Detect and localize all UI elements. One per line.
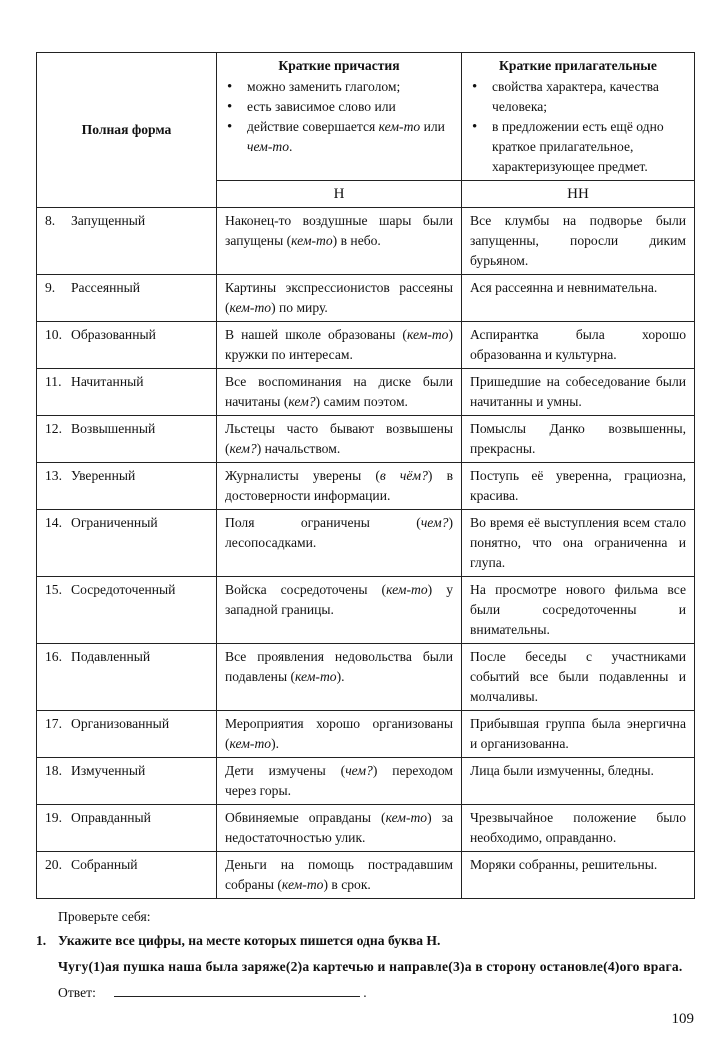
participles-rules (225, 77, 453, 157)
question-word: кем-то (386, 582, 428, 597)
text-segment: есть зависимое слово или (247, 99, 396, 114)
table-row (37, 758, 695, 805)
full-form-word: Измученный (71, 763, 146, 778)
text-segment: Лица были измученны, бледны. (470, 763, 654, 778)
task (36, 931, 694, 951)
question-word: кем-то (229, 736, 272, 751)
adjective-example (462, 644, 695, 711)
adjective-example (462, 852, 695, 899)
participle-example (217, 208, 462, 275)
row-number: 14. (45, 515, 62, 530)
adjective-example (462, 416, 695, 463)
participle-example (217, 416, 462, 463)
text-segment: На просмотре нового фильма все были сосредоточенны и внимательны. (470, 582, 686, 637)
question-word: в чём? (379, 468, 428, 483)
table-row (37, 275, 695, 322)
rule-item (225, 77, 453, 97)
rule-item (225, 117, 453, 157)
adjective-example (462, 275, 695, 322)
row-number: 19. (45, 810, 62, 825)
row-number: 20. (45, 857, 62, 872)
text-segment: ) лесопосадками. (225, 515, 453, 550)
text-segment: можно заменить глаголом; (247, 79, 401, 94)
full-form-cell (37, 758, 217, 805)
text-segment: Поля ограничены ( (225, 515, 421, 530)
answer-end: . (363, 985, 367, 1000)
text-segment: Прибывшая группа была энергична и организованна. (470, 716, 686, 751)
adjective-example (462, 208, 695, 275)
text-segment: Журналисты уверены ( (225, 468, 380, 483)
participle-example (217, 644, 462, 711)
text-segment: Обвиняемые оправданы ( (225, 810, 386, 825)
text-segment: ). (271, 736, 279, 751)
text-segment: ) за недостаточностью улик. (225, 810, 453, 845)
participles-title: Краткие причастия (278, 58, 400, 73)
task-text: Укажите все цифры, на месте которых пишется одна буква Н. (58, 933, 441, 948)
text-segment: В нашей школе образованы ( (225, 327, 407, 342)
full-form-cell (37, 510, 217, 577)
participle-example (217, 577, 462, 644)
text-segment: Помыслы Данко возвышенны, прекрасны. (470, 421, 686, 456)
full-form-cell (37, 805, 217, 852)
text-segment: ) у западной границы. (225, 582, 453, 617)
question-word: кем-то (295, 669, 337, 684)
text-segment: Ася рассеянна и невнимательна. (470, 280, 658, 295)
question-word: чем? (345, 763, 373, 778)
rule-item (470, 117, 686, 177)
text-segment: После беседы с участниками событий все были подавленны и молчаливы. (470, 649, 686, 704)
row-number: 12. (45, 421, 62, 436)
text-segment: ) в достоверности информации. (225, 468, 453, 503)
full-form-cell (37, 369, 217, 416)
text-segment: Во время её выступления всем стало понятно, что она ограниченна и глупа. (470, 515, 686, 570)
full-form-cell (37, 463, 217, 510)
full-form-word: Организованный (71, 716, 170, 731)
answer (36, 983, 694, 1003)
table-row (37, 322, 695, 369)
table-row (37, 711, 695, 758)
text-segment: Войска сосредоточены ( (225, 582, 387, 597)
question-word: кем-то (229, 300, 272, 315)
row-number: 16. (45, 649, 62, 664)
text-segment: действие совершается (247, 119, 379, 134)
table-row (37, 416, 695, 463)
question-word: кем? (288, 394, 316, 409)
table-row (37, 510, 695, 577)
question-word: кем-то (406, 327, 449, 342)
participle-example (217, 463, 462, 510)
question-word: кем-то (291, 233, 333, 248)
row-number: 13. (45, 468, 62, 483)
text-segment: ) начальством. (256, 441, 341, 456)
table-row (37, 852, 695, 899)
text-segment: Все проявления недовольства были подавлены ( (225, 649, 453, 684)
adjective-example (462, 463, 695, 510)
table-row (37, 369, 695, 416)
text-segment: ) в небо. (332, 233, 381, 248)
text-segment: Моряки собранны, решительны. (470, 857, 658, 872)
task-number: 1. (36, 933, 47, 948)
text-segment: ). (336, 669, 345, 684)
adjective-example (462, 711, 695, 758)
text-segment: ) кружки по интересам. (225, 327, 453, 362)
question-word: кем-то (385, 810, 428, 825)
adjective-example (462, 758, 695, 805)
text-segment: Пришедшие на собеседование были начитанны и умны. (470, 374, 686, 409)
full-form-word: Оправданный (71, 810, 151, 825)
text-segment: Все воспоминания на диске были начитаны ( (225, 374, 453, 409)
row-number: 18. (45, 763, 62, 778)
full-form-word: Образованный (71, 327, 156, 342)
full-form-word: Ограниченный (71, 515, 158, 530)
text-segment: Деньги на помощь пострадавшим собраны ( (225, 857, 453, 892)
table-body (37, 208, 695, 899)
text-segment: Картины экспрессионистов рассеяны ( (225, 280, 453, 315)
participle-example (217, 852, 462, 899)
text-segment: или (420, 119, 445, 134)
full-form-word: Уверенный (71, 468, 136, 483)
question-word: кем-то (281, 877, 324, 892)
participle-example (217, 369, 462, 416)
adjectives-header (462, 53, 695, 181)
row-number: 9. (45, 280, 56, 295)
full-form-word: Подавленный (71, 649, 151, 664)
text-segment: Чрезвычайное положение было необходимо, оправданно. (470, 810, 686, 845)
table-row (37, 463, 695, 510)
adjectives-rules (470, 77, 686, 177)
full-form-cell (37, 322, 217, 369)
check-yourself-title: Проверьте себя: (58, 909, 151, 924)
participle-example (217, 510, 462, 577)
text-segment: ) переходом через горы. (225, 763, 453, 798)
table-row (37, 577, 695, 644)
text-segment: ) по миру. (271, 300, 328, 315)
rule-item (470, 77, 686, 117)
full-form-word: Собранный (71, 857, 138, 872)
row-number: 10. (45, 327, 62, 342)
text-segment: в предложении есть ещё одно краткое прилагательное, характеризующее предмет. (492, 119, 664, 174)
text-segment: Все клумбы на подворье были запущенны, поросли диким бурьяном. (470, 213, 686, 268)
full-form-cell (37, 275, 217, 322)
rule-item (225, 97, 453, 117)
text-segment: Поступь её уверенна, грациозна, красива. (470, 468, 686, 503)
full-form-cell (37, 416, 217, 463)
full-form-header: Полная форма (37, 53, 217, 208)
full-form-word: Запущенный (71, 213, 146, 228)
text-segment: Наконец-то воздушные шары были запущены ( (225, 213, 453, 248)
row-number: 8. (45, 213, 56, 228)
task-sentence: Чугу(1)ая пушка наша была заряже(2)а картечью и направле(3)а в сторону остановле(4)ого врага. (58, 959, 683, 974)
row-number: 15. (45, 582, 62, 597)
adjectives-title: Краткие прилагательные (499, 58, 657, 73)
full-form-cell (37, 577, 217, 644)
full-form-word: Сосредоточенный (71, 582, 176, 597)
participle-example (217, 275, 462, 322)
question-word: чем? (420, 515, 449, 530)
full-form-word: Начитанный (71, 374, 144, 389)
adjective-example (462, 577, 695, 644)
full-form-cell (37, 644, 217, 711)
question-word: чем-то (247, 139, 289, 154)
text-segment: Дети измучены ( (225, 763, 346, 778)
adjective-example (462, 322, 695, 369)
participle-example (217, 711, 462, 758)
row-number: 11. (45, 374, 62, 389)
full-form-word: Рассеянный (71, 280, 141, 295)
table-header-row (37, 53, 695, 181)
full-form-cell (37, 711, 217, 758)
adjective-example (462, 805, 695, 852)
answer-field[interactable] (114, 984, 360, 997)
table-row (37, 208, 695, 275)
answer-label: Ответ: (58, 985, 96, 1000)
text-segment: Аспирантка была хорошо образованна и культурна. (470, 327, 686, 362)
full-form-cell (37, 208, 217, 275)
participles-adjectives-table (36, 52, 695, 899)
letter-nn: НН (462, 181, 695, 208)
table-row (37, 805, 695, 852)
text-segment: . (289, 139, 293, 154)
table-row (37, 644, 695, 711)
row-number: 17. (45, 716, 62, 731)
participle-example (217, 805, 462, 852)
participle-example (217, 758, 462, 805)
letter-n: Н (217, 181, 462, 208)
text-segment: свойства характера, качества человека; (492, 79, 659, 114)
participle-example (217, 322, 462, 369)
text-segment: Мероприятия хорошо организованы ( (225, 716, 453, 751)
full-form-word: Возвышенный (71, 421, 156, 436)
page-number: 109 (671, 1011, 694, 1027)
text-segment: ) самим поэтом. (315, 394, 408, 409)
question-word: кем? (229, 441, 257, 456)
participles-header (217, 53, 462, 181)
text-segment: ) в срок. (323, 877, 371, 892)
question-word: кем-то (378, 119, 421, 134)
adjective-example (462, 510, 695, 577)
full-form-cell (37, 852, 217, 899)
text-segment: Льстецы часто бывают возвышены ( (225, 421, 453, 456)
adjective-example (462, 369, 695, 416)
